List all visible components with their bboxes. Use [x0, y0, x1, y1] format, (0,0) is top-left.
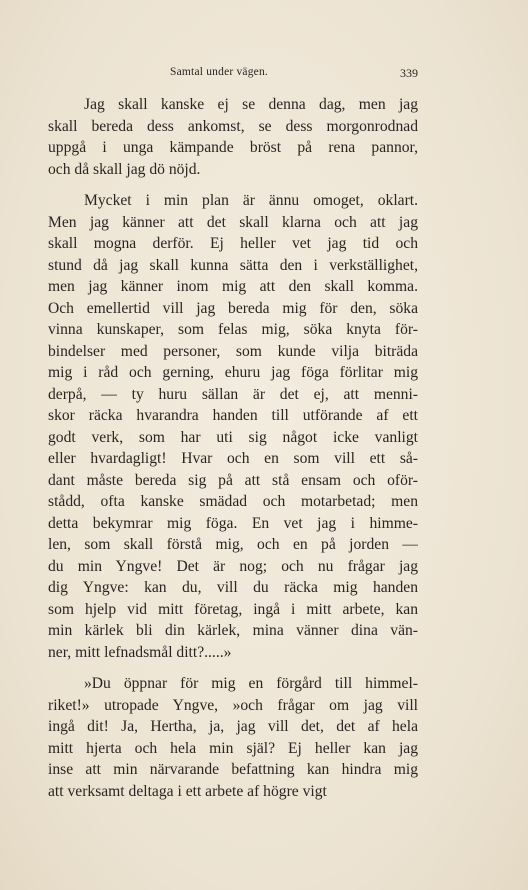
text-line: som hjelp vid mitt företag, ingå i mitt arbete, kan	[48, 600, 418, 618]
text-line: Men jag känner att det skall klarna och att jag	[48, 213, 418, 231]
text-line: detta bekymrar mig föga. En vet jag i himme-	[48, 514, 418, 532]
text-line: att verksamt deltaga i ett arbete af högre vigt	[48, 782, 327, 800]
text-line: mitt hjerta och hela min själ? Ej heller kan jag	[48, 739, 418, 757]
text-line: Mycket i min plan är ännu omoget, oklart.	[84, 192, 418, 209]
text-line: bindelser med personer, som kunde vilja biträda	[48, 342, 418, 360]
text-line: riket!» utropade Yngve, »och frågar om jag vill	[48, 696, 418, 714]
text-line: »Du öppnar för mig en förgård till himmel-	[84, 675, 418, 692]
text-line: uppgå i unga kämpande bröst på rena pannor,	[48, 139, 418, 156]
text-line: skall mogna derför. Ej heller vet jag tid och	[48, 235, 418, 252]
paragraph-2	[48, 190, 418, 663]
text-line: ingå dit! Ja, Hertha, ja, jag vill det, det af hela	[48, 718, 418, 735]
text-line: men jag känner inom mig att den skall komma.	[48, 278, 418, 295]
running-head: Samtal under vägen.	[170, 66, 269, 78]
text-line: stund då jag skall kunna sätta den i verkställighet,	[48, 256, 418, 274]
text-line: godt verk, som har uti sig något icke vanligt	[48, 428, 418, 446]
text-line: Och emellertid vill jag bereda mig för den, söka	[48, 299, 418, 317]
page-number: 339	[400, 66, 418, 80]
text-line: derpå, — ty huru sällan är det ej, att menni-	[48, 385, 418, 403]
text-line: min kärlek bli din kärlek, mina vänner dina vän-	[48, 622, 418, 639]
text-line: eller hvardagligt! Hvar och en som vill ett så-	[48, 450, 418, 467]
text-line: dant måste bereda sig på att stå ensam och oför-	[48, 471, 418, 489]
text-line: dig Yngve: kan du, vill du räcka mig handen	[48, 579, 418, 596]
text-line: och då skall jag dö nöjd.	[48, 160, 201, 178]
text-line: Jag skall kanske ej se denna dag, men jag	[84, 96, 418, 113]
text-line: inse att min närvarande befattning kan hindra mig	[48, 761, 418, 778]
text-line: mig i råd och gerning, ehuru jag föga förlitar mig	[48, 364, 418, 381]
body-text	[48, 94, 418, 802]
page-header	[48, 66, 418, 86]
text-line: len, som skall förstå mig, och en på jorden —	[48, 536, 418, 553]
paragraph-3	[48, 673, 418, 802]
text-line: vinna kunskaper, som felas mig, söka knyta för-	[48, 321, 418, 338]
text-line: skall bereda dess ankomst, se dess morgonrodnad	[48, 117, 418, 135]
text-line: skor räcka hvarandra handen till utförande af ett	[48, 407, 418, 424]
paragraph-1	[48, 94, 418, 180]
text-line: stådd, ofta kanske smädad och motarbetad; men	[48, 493, 418, 510]
text-line: du min Yngve! Det är nog; och nu frågar jag	[48, 557, 418, 575]
text-line: ner, mitt lefnadsmål ditt?.....»	[48, 643, 232, 661]
